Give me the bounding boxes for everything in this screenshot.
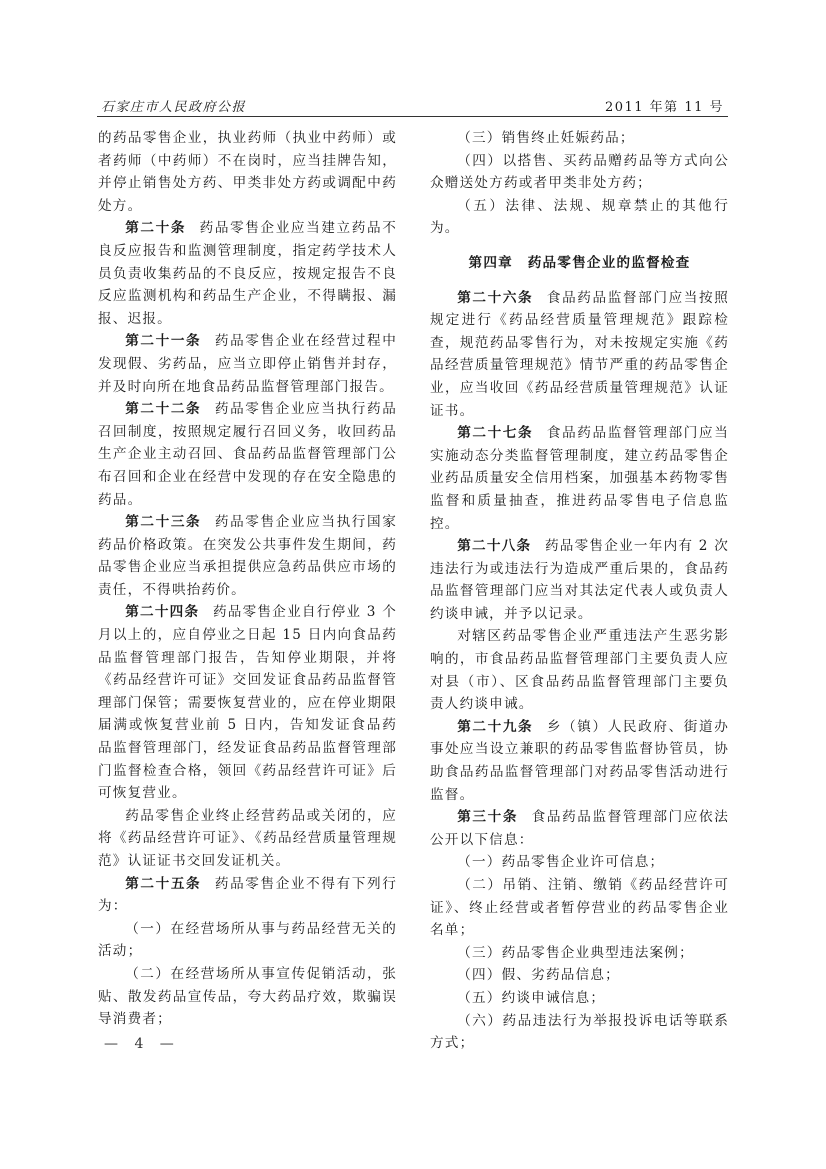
paragraph-text: （五）约谈申诫信息； (457, 989, 606, 1006)
paragraph-text: 药品零售企业终止经营药品或关闭的，应将《药品经营许可证》、《药品经营质量管理规范》认证证书交回发证机关。 (98, 807, 397, 869)
paragraph (98, 127, 397, 217)
article-number: 第三十条 (457, 809, 519, 826)
paragraph-text: 药品零售企业应当执行国家药品价格政策。在突发公共事件发生期间，药品零售企业应当承担提供应急药品供应市场的责任，不得哄抬药价。 (98, 514, 398, 598)
article-paragraph (98, 330, 397, 398)
paragraph (430, 1010, 729, 1055)
paragraph-text: 药品零售企业应当建立药品不良反应报告和监测管理制度，指定药学技术人员负责收集药品的不良反应，按规定报告不良反应监测机构和药品生产企业，不得瞒报、漏报、迟报。 (98, 220, 397, 327)
paragraph-text: 药品零售企业在经营过程中发现假、劣药品，应当立即停止销售并封存，并及时向所在地食品药品监督管理部门报告。 (98, 333, 398, 395)
paragraph-text: 药品零售企业应当执行药品召回制度，按照规定履行召回义务，收回药品生产企业主动召回、食品药品监督管理部门公布召回和企业在经营中发现的存在安全隐患的药品。 (98, 401, 398, 508)
left-column (98, 127, 397, 1031)
article-number: 第二十七条 (457, 425, 534, 442)
paragraph-text: 的药品零售企业，执业药师（执业中药师）或者药师（中药师）不在岗时，应当挂牌告知，并停止销售处方药、甲类非处方药或调配中药处方。 (98, 130, 397, 214)
article-paragraph (430, 422, 729, 535)
article-paragraph (98, 511, 397, 601)
paragraph (98, 918, 397, 963)
article-paragraph (98, 601, 397, 804)
paragraph-text: （二）在经营场所从事宣传促销活动，张贴、散发药品宣传品，夸大药品疗效，欺骗误导消费者； (98, 965, 397, 1028)
article-number: 第二十四条 (125, 604, 200, 621)
paragraph-text: （五）法律、法规、规章禁止的其他行为。 (430, 197, 729, 237)
paragraph (430, 195, 729, 240)
article-number: 第二十二条 (125, 401, 202, 418)
running-header (97, 96, 728, 117)
paragraph (98, 805, 397, 873)
article-number: 第二十三条 (125, 514, 202, 531)
paragraph (430, 964, 729, 987)
article-paragraph (98, 217, 397, 330)
article-paragraph (430, 287, 729, 423)
paragraph-text: 食品药品监督部门应当按照规定进行《药品经营质量管理规范》跟踪检查，规范药品零售行为，对未按规定实施《药品经营质量管理规范》情节严重的药品零售企业，应当收回《药品经营质量管理规范》认证证书。 (430, 289, 730, 419)
paragraph (430, 942, 729, 965)
article-paragraph (430, 806, 729, 851)
article-paragraph (430, 535, 729, 625)
article-number: 第二十九条 (457, 718, 534, 735)
article-number: 第二十一条 (125, 333, 202, 350)
paragraph-text: （四）以搭售、买药品赠药品等方式向公众赠送处方药或者甲类非处方药； (430, 152, 729, 192)
article-paragraph (98, 398, 397, 511)
paragraph-text: （四）假、劣药品信息； (457, 967, 620, 984)
paragraph (98, 963, 397, 1031)
page-number: — 4 — (104, 1036, 180, 1052)
paragraph (430, 851, 729, 874)
paragraph (430, 625, 729, 715)
paragraph (430, 987, 729, 1010)
paragraph (430, 150, 729, 195)
paragraph (430, 127, 729, 150)
paragraph-text: 对辖区药品零售企业严重违法产生恶劣影响的，市食品药品监督管理部门主要负责人应对县（市）、区食品药品监督管理部门主要负责人约谈申诫。 (430, 628, 729, 713)
paragraph-text: （一）在经营场所从事与药品经营无关的活动； (98, 920, 397, 960)
article-paragraph (430, 716, 729, 806)
paragraph-text: （六）药品违法行为举报投诉电话等联系方式； (430, 1012, 729, 1052)
paragraph-text: （三）药品零售企业典型违法案例； (457, 944, 694, 961)
chapter-heading: 第四章 药品零售企业的监督检查 (468, 254, 691, 271)
right-column (430, 127, 729, 1055)
article-number: 第二十六条 (457, 289, 534, 306)
article-number: 第二十五条 (125, 875, 202, 892)
paragraph-text: 药品零售企业一年内有 2 次违法行为或违法行为造成严重后果的，食品药品监督管理部门应当对其法定代表人或负责人约谈申诫，并予以记录。 (430, 538, 729, 622)
paragraph-text: 药品零售企业自行停业 3 个月以上的，应自停业之日起 15 日内向食品药品监督管理部门报告，告知停业期限，并将《药品经营许可证》交回发证食品药品监督管理部门保管；需要恢复营业的，应在停业期限届满或恢复营业前 5 日内，告知发证食品药品监督管理部门，经发证食品药品监督管理部门监督检查合格，领回《药品经营许可证》后可恢复营业。 (98, 604, 397, 802)
paragraph-text: 药品零售企业不得有下列行为： (98, 875, 398, 915)
paragraph-text: （二）吊销、注销、缴销《药品经营许可证》、终止经营或者暂停营业的药品零售企业名单； (430, 877, 729, 939)
paragraph-text: （三）销售终止妊娠药品； (457, 130, 635, 146)
paragraph-text: （一）药品零售企业许可信息； (457, 854, 665, 871)
article-paragraph (98, 873, 397, 918)
paragraph-text: 乡（镇）人民政府、街道办事处应当设立兼职的药品零售监督协管员，协助食品药品监督管理部门对药品零售活动进行监督。 (430, 718, 730, 803)
paragraph (430, 874, 729, 942)
article-number: 第二十八条 (457, 538, 532, 555)
paragraph-text: 食品药品监督管理部门应当实施动态分类监督管理制度，建立药品零售企业药品质量安全信用档案，加强基本药物零售监督和质量抽查，推进药品零售电子信息监控。 (430, 425, 730, 532)
publication-title: 石家庄市人民政府公报 (101, 100, 247, 115)
article-number: 第二十条 (125, 220, 187, 237)
paragraph-text: 食品药品监督管理部门应依法公开以下信息： (430, 809, 729, 848)
issue-number: 2011 年第 11 号 (604, 100, 724, 115)
